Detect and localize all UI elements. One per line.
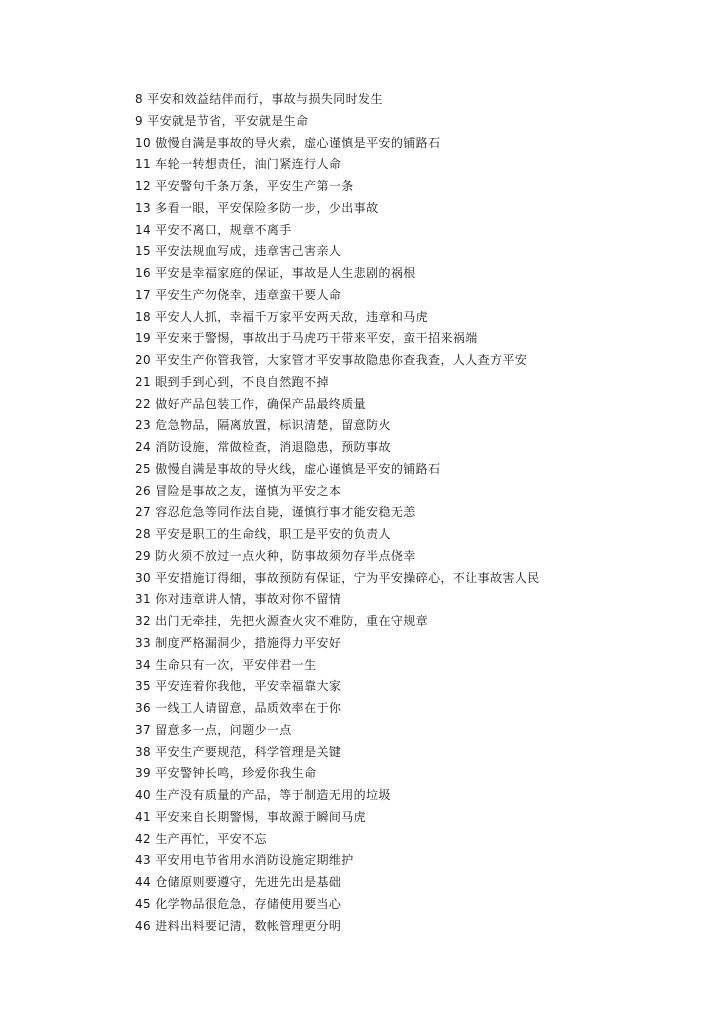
list-item: 13 多看一眼，平安保险多防一步，少出事故 <box>135 200 379 215</box>
list-item: 12 平安警句千条万条，平安生产第一条 <box>135 179 354 193</box>
list-item: 33 制度严格漏洞少，措施得力平安好 <box>135 635 342 650</box>
list-item: 39 平安警钟长鸣，珍爱你我生命 <box>135 766 317 781</box>
list-item: 17 平安生产勿侥幸，违章蛮干要人命 <box>135 287 342 302</box>
list-item: 36 一线工人请留意，品质效率在于你 <box>135 701 342 715</box>
list-item: 9 平安就是节省，平安就是生命 <box>135 113 309 128</box>
list-item: 40 生产没有质量的产品，等于制造无用的垃圾 <box>135 788 391 802</box>
list-item: 23 危急物品，隔离放置，标识清楚，留意防火 <box>135 418 391 433</box>
list-item: 24 消防设施，常做检查，消退隐患，预防事故 <box>135 440 391 454</box>
list-item: 30 平安措施订得细，事故预防有保证，宁为平安操碎心，不让事故害人民 <box>135 570 540 585</box>
list-item: 28 平安是职工的生命线，职工是平安的负责人 <box>135 527 391 541</box>
list-item: 37 留意多一点，问题少一点 <box>135 722 292 737</box>
list-item: 22 做好产品包装工作，确保产品最终质量 <box>135 396 367 411</box>
list-item: 21 眼到手到心到，不良自然跑不掉 <box>135 374 329 389</box>
list-item: 46 进料出料要记清，数帐管理更分明 <box>135 918 342 933</box>
list-item: 34 生命只有一次，平安伴君一生 <box>135 657 317 672</box>
list-item: 14 平安不离口，规章不离手 <box>135 222 292 237</box>
list-item: 15 平安法规血写成，违章害己害亲人 <box>135 244 342 259</box>
list-item: 38 平安生产要规范，科学管理是关键 <box>135 744 342 759</box>
list-item: 31 你对违章讲人情，事故对你不留情 <box>135 592 342 607</box>
list-item: 20 平安生产你管我管，大家管才平安事故隐患你查我查，人人查方平安 <box>135 353 528 367</box>
list-item: 19 平安来于警惕，事故出于马虎巧干带来平安，蛮干招来祸端 <box>135 331 478 346</box>
list-item: 10 傲慢自满是事故的导火索，虚心谨慎是平安的铺路石 <box>135 135 441 150</box>
list-item: 43 平安用电节省用水消防设施定期维护 <box>135 853 354 868</box>
list-item: 42 生产再忙，平安不忘 <box>135 831 267 846</box>
list-item: 29 防火须不放过一点火种，防事故须勿存半点侥幸 <box>135 548 416 563</box>
list-item: 11 车轮一转想责任，油门紧连行人命 <box>135 157 342 172</box>
list-item: 18 平安人人抓，幸福千万家平安两天敌，违章和马虎 <box>135 309 429 324</box>
list-item: 8 平安和效益结伴而行，事故与损失同时发生 <box>135 92 383 106</box>
list-item: 26 冒险是事故之友，谨慎为平安之本 <box>135 483 342 498</box>
list-item: 16 平安是幸福家庭的保证，事故是人生悲剧的祸根 <box>135 266 416 280</box>
list-item: 32 出门无牵挂，先把火源查火灾不难防，重在守规章 <box>135 614 429 628</box>
slogan-list <box>135 89 540 937</box>
list-item: 41 平安来自长期警惕，事故源于瞬间马虎 <box>135 809 367 824</box>
list-item: 45 化学物品很危急，存储使用要当心 <box>135 896 342 911</box>
list-item: 27 容忍危急等同作法自毙，谨慎行事才能安稳无恙 <box>135 505 416 520</box>
list-item: 25 傲慢自满是事故的导火线，虚心谨慎是平安的铺路石 <box>135 461 441 476</box>
list-item: 35 平安连着你我他，平安幸福靠大家 <box>135 679 342 694</box>
list-item: 44 仓储原则要遵守，先进先出是基础 <box>135 875 342 889</box>
